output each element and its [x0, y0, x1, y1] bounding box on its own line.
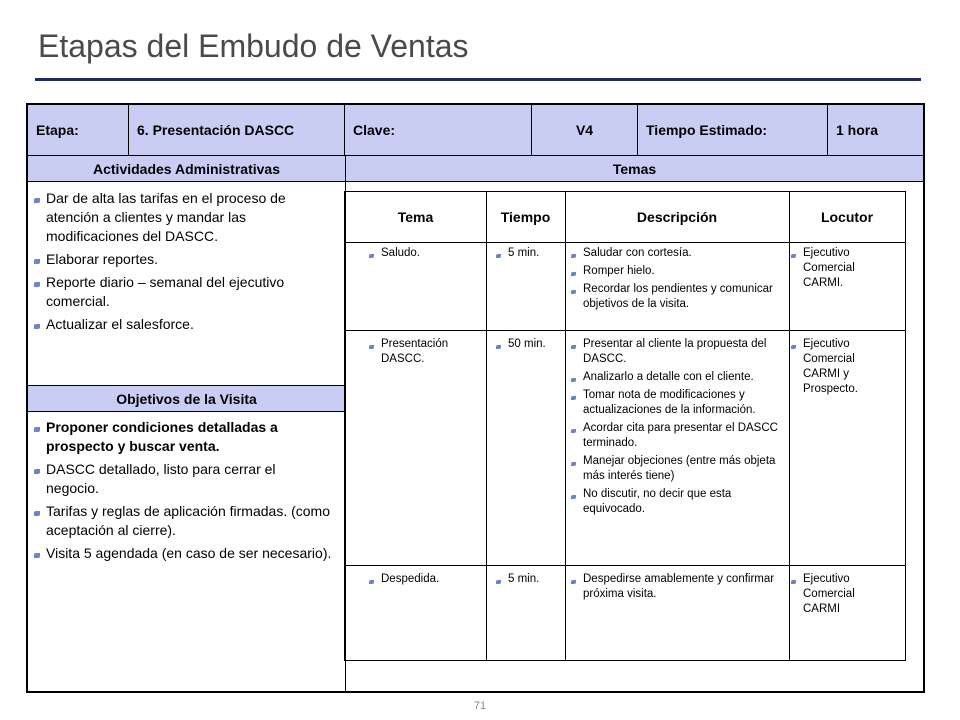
- bullet-icon: [791, 254, 796, 258]
- bullet-icon: [571, 345, 576, 349]
- bullet-icon: [496, 254, 501, 258]
- bullet-icon: [571, 462, 576, 466]
- bullet-icon: [34, 553, 40, 558]
- list-item: Acordar cita para presentar el DASCC terminado.: [569, 421, 783, 451]
- table-row: [367, 337, 482, 370]
- temas-heading: Temas: [346, 156, 923, 181]
- list-item: Despedirse amablemente y confirmar próxima visita.: [569, 572, 783, 602]
- page-title: Etapas del Embudo de Ventas: [38, 28, 469, 64]
- column-divider: [486, 192, 487, 660]
- objetivos-bottom-rule: [28, 411, 345, 412]
- list-item: Ejecutivo Comercial CARMI: [789, 572, 893, 617]
- bullet-icon: [34, 282, 40, 287]
- bullet-icon: [496, 580, 501, 584]
- descripcion-cell: [569, 246, 783, 315]
- list-item: Tarifas y reglas de aplicación firmadas. (como aceptación al cierre).: [32, 502, 332, 540]
- column-header-tiempo: Tiempo: [500, 209, 551, 225]
- bullet-icon: [571, 290, 576, 294]
- list-item: Ejecutivo Comercial CARMI.: [789, 246, 893, 291]
- actividades-list: [32, 189, 332, 338]
- list-item: Ejecutivo Comercial CARMI y Prospecto.: [789, 337, 893, 397]
- table-row: [367, 246, 482, 264]
- list-item: Actualizar el salesforce.: [32, 315, 332, 334]
- list-item: Recordar los pendientes y comunicar objetivos de la visita.: [569, 282, 783, 312]
- list-item: Elaborar reportes.: [32, 250, 332, 269]
- clave-value: V4: [532, 105, 638, 155]
- title-underline: [35, 78, 921, 81]
- locutor-cell: [789, 337, 893, 400]
- bullet-icon: [571, 396, 576, 400]
- column-divider: [565, 192, 566, 660]
- bullet-icon: [791, 345, 796, 349]
- clave-label: Clave:: [345, 105, 532, 155]
- tiempo-cell: [494, 246, 562, 264]
- bullet-icon: [571, 429, 576, 433]
- tiempo-cell: [494, 572, 562, 590]
- tiempo-cell: [494, 337, 564, 355]
- etapa-value: 6. Presentación DASCC: [129, 105, 345, 155]
- column-header-tema: Tema: [397, 209, 434, 225]
- list-item: Reporte diario – semanal del ejecutivo comercial.: [32, 273, 332, 311]
- bullet-icon: [571, 495, 576, 499]
- tiempo-label: Tiempo Estimado:: [638, 105, 828, 155]
- list-item: Presentar al cliente la propuesta del DASCC.: [569, 337, 783, 367]
- column-header-descripcion: Descripción: [636, 209, 718, 225]
- bullet-icon: [369, 580, 374, 584]
- list-item: 50 min.: [494, 337, 564, 352]
- row-divider: [345, 565, 905, 566]
- bullet-icon: [34, 198, 40, 203]
- list-item: No discutir, no decir que esta equivocado.: [569, 487, 783, 517]
- temas-table: [344, 191, 906, 661]
- list-item: Dar de alta las tarifas en el proceso de atención a clientes y mandar las modificaciones del DASCC.: [32, 189, 332, 246]
- list-item: 5 min.: [494, 572, 562, 587]
- locutor-cell: [789, 572, 893, 620]
- column-header-locutor: Locutor: [820, 209, 874, 225]
- bullet-icon: [34, 259, 40, 264]
- bullet-icon: [571, 254, 576, 258]
- tiempo-value: 1 hora: [828, 105, 923, 155]
- tema-cell: Saludo.: [367, 246, 482, 261]
- bullet-icon: [34, 511, 40, 516]
- actividades-heading: Actividades Administrativas: [28, 156, 345, 181]
- bullet-icon: [369, 345, 374, 349]
- etapa-label: Etapa:: [28, 105, 129, 155]
- bullet-icon: [571, 378, 576, 382]
- bullet-icon: [34, 324, 40, 329]
- descripcion-cell: [569, 337, 783, 520]
- bullet-icon: [369, 254, 374, 258]
- bullet-icon: [571, 272, 576, 276]
- list-item: Romper hielo.: [569, 264, 783, 279]
- locutor-cell: [789, 246, 893, 294]
- list-item: Manejar objeciones (entre más objeta más interés tiene): [569, 454, 783, 484]
- list-item: Saludar con cortesía.: [569, 246, 783, 261]
- objetivos-list: [32, 418, 332, 567]
- page-number: 71: [473, 700, 487, 712]
- row-divider: [345, 330, 905, 331]
- bullet-icon: [496, 345, 501, 349]
- list-item: Analizarlo a detalle con el cliente.: [569, 370, 783, 385]
- descripcion-cell: [569, 572, 783, 605]
- list-item: Visita 5 agendada (en caso de ser necesario).: [32, 544, 332, 563]
- objetivos-heading: Objetivos de la Visita: [28, 386, 345, 411]
- bullet-icon: [34, 469, 40, 474]
- list-item: Proponer condiciones detalladas a prospecto y buscar venta.: [32, 418, 332, 456]
- bullet-icon: [34, 427, 40, 432]
- bullet-icon: [571, 580, 576, 584]
- row-divider: [345, 242, 905, 243]
- bullet-icon: [791, 580, 796, 584]
- table-row: [367, 572, 482, 590]
- section-divider: [28, 181, 923, 182]
- list-item: 5 min.: [494, 246, 562, 261]
- tema-cell: Presentación DASCC.: [367, 337, 482, 367]
- list-item: DASCC detallado, listo para cerrar el negocio.: [32, 460, 332, 498]
- list-item: Tomar nota de modificaciones y actualizaciones de la información.: [569, 388, 783, 418]
- tema-cell: Despedida.: [367, 572, 482, 587]
